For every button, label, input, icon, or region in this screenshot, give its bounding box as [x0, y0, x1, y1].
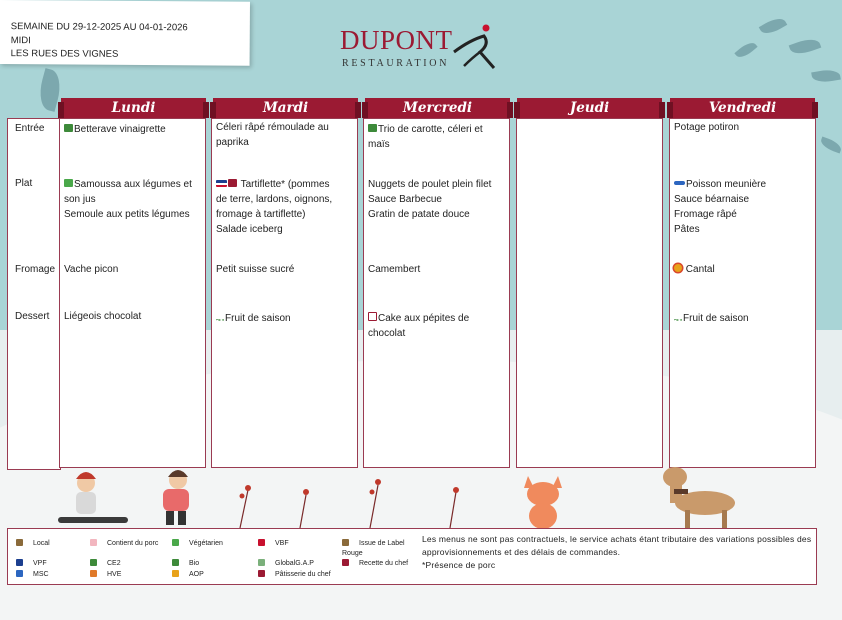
slot-plat	[64, 177, 202, 222]
slot-plat	[674, 177, 812, 237]
dupont-logo	[338, 22, 503, 76]
dish: maïs	[368, 139, 390, 150]
day-header-jeudi: Jeudi	[517, 98, 662, 118]
category-column	[7, 118, 61, 470]
ce2-icon	[64, 124, 73, 132]
ce2-icon	[90, 559, 97, 566]
day-column-mardi	[211, 118, 358, 468]
dish: Fruit de saison	[225, 313, 291, 324]
dish: son jus	[64, 194, 96, 205]
ce2-icon	[368, 124, 377, 132]
dish: Betterave vinaigrette	[74, 124, 166, 135]
slot-fromage	[64, 262, 202, 277]
legend-item-pork: Contient du porc	[90, 539, 158, 547]
legend-item-hve: HVE	[90, 570, 121, 578]
dish: Sauce Barbecue	[368, 194, 442, 205]
day-column-vendredi	[669, 118, 816, 468]
legend-item-globalgap: GlobalG.A.P	[258, 559, 314, 567]
slot-entree	[64, 122, 202, 137]
slot-entree	[674, 120, 812, 135]
slot-plat	[216, 177, 354, 237]
slot-dessert	[674, 311, 812, 326]
aop-icon	[674, 264, 682, 272]
legend-item-chef-recipe: Recette du chef	[342, 559, 408, 567]
label-rouge-icon	[228, 179, 237, 187]
slot-dessert	[64, 309, 202, 324]
aop-icon	[172, 570, 179, 577]
category-plat: Plat	[15, 178, 33, 189]
bio-icon	[172, 559, 179, 566]
dish: Semoule aux petits légumes	[64, 209, 190, 220]
dish: chocolat	[368, 328, 406, 339]
globalgap-icon	[258, 559, 265, 566]
category-fromage: Fromage	[15, 264, 56, 275]
dish: Cake aux pépites de	[378, 313, 470, 324]
dish: Liégeois chocolat	[64, 311, 142, 322]
local-icon	[16, 539, 23, 546]
dish: Poisson meunière	[686, 179, 767, 190]
meal-label: MIDI	[10, 34, 31, 46]
day-header-mercredi: Mercredi	[365, 98, 510, 118]
vpf-icon	[16, 559, 23, 566]
day-column-jeudi	[516, 118, 663, 468]
dish: Petit suisse sucré	[216, 264, 295, 275]
category-entree: Entrée	[15, 123, 45, 134]
legend-box	[7, 528, 817, 585]
legend-item-aop: AOP	[172, 570, 204, 578]
dish: Nuggets de poulet plein filet	[368, 179, 492, 190]
dish: Tartiflette* (pommes	[240, 179, 330, 190]
msc-icon	[674, 181, 685, 185]
disclaimer-notice	[422, 533, 812, 572]
slot-plat	[368, 177, 506, 222]
dish: Potage potiron	[674, 122, 740, 133]
dish: fromage à tartiflette)	[216, 209, 306, 220]
legend-item-bio: Bio	[172, 559, 199, 567]
logo-name: DUPONT	[340, 25, 453, 55]
globalgap-icon	[216, 314, 224, 321]
dish: Salade iceberg	[216, 224, 283, 235]
dish: Fromage râpé	[674, 209, 737, 220]
dish: Pâtes	[674, 224, 700, 235]
slot-dessert	[216, 311, 354, 326]
disclaimer-text: Les menus ne sont pas contractuels, le service achats étant tributaire des variations possibles des approvisionnements et des délais de commandes.	[422, 534, 812, 557]
slot-fromage	[368, 262, 506, 277]
vpf-icon	[216, 180, 227, 187]
vbf-icon	[258, 539, 265, 546]
logo-subtitle: RESTAURATION	[342, 58, 450, 69]
deer-illustration	[650, 455, 745, 530]
vegetarian-icon	[64, 179, 73, 187]
site-label: LES RUES DES VIGNES	[10, 48, 119, 60]
vegetarian-icon	[172, 539, 179, 546]
dish: Camembert	[368, 264, 421, 275]
dish: Céleri râpé rémoulade au	[216, 122, 329, 133]
slot-entree	[368, 122, 506, 152]
legend-item-msc: MSC	[16, 570, 49, 578]
legend-item-vegetarian: Végétarien	[172, 539, 223, 547]
chef-recipe-icon	[342, 559, 349, 566]
hve-icon	[90, 570, 97, 577]
day-header-lundi: Lundi	[61, 98, 206, 118]
day-column-lundi	[59, 118, 206, 468]
slot-fromage	[216, 262, 354, 277]
slot-entree	[216, 120, 354, 150]
slot-fromage	[674, 262, 812, 277]
runner-icon	[450, 22, 500, 74]
dish: Trio de carotte, céleri et	[378, 124, 483, 135]
week-label: SEMAINE DU 29-12-2025 AU 04-01-2026	[10, 21, 188, 34]
berry-branches-illustration	[220, 470, 520, 528]
label-rouge-icon	[342, 539, 349, 546]
msc-icon	[16, 570, 23, 577]
legend-item-pastry: Pâtisserie du chef	[258, 570, 331, 578]
slot-dessert	[368, 311, 506, 341]
day-header-vendredi: Vendredi	[670, 98, 815, 118]
pork-icon	[90, 539, 97, 546]
dish: Gratin de patate douce	[368, 209, 470, 220]
header-box	[0, 0, 250, 66]
dish: Vache picon	[64, 264, 119, 275]
legend-item-local: Local	[16, 539, 50, 547]
dish: Fruit de saison	[683, 313, 749, 324]
dish: Sauce béarnaise	[674, 194, 750, 205]
pastry-icon	[258, 570, 265, 577]
day-column-mercredi	[363, 118, 510, 468]
category-dessert: Dessert	[15, 311, 50, 322]
day-header-mardi: Mardi	[213, 98, 358, 118]
legend-item-label-rouge: Issue de Label Rouge	[342, 540, 405, 557]
globalgap-icon	[674, 314, 682, 321]
dish: paprika	[216, 137, 249, 148]
dish: de terre, lardons, oignons,	[216, 194, 333, 205]
legend-item-ce2: CE2	[90, 559, 121, 567]
dish: Cantal	[685, 264, 715, 275]
legend-item-vbf: VBF	[258, 539, 289, 547]
pastry-icon	[368, 312, 377, 321]
cat-illustration	[518, 468, 568, 530]
pork-note: *Présence de porc	[422, 560, 496, 570]
dish: Samoussa aux légumes et	[74, 179, 192, 190]
legend-item-vpf: VPF	[16, 559, 47, 567]
children-sledding-illustration	[48, 465, 208, 530]
